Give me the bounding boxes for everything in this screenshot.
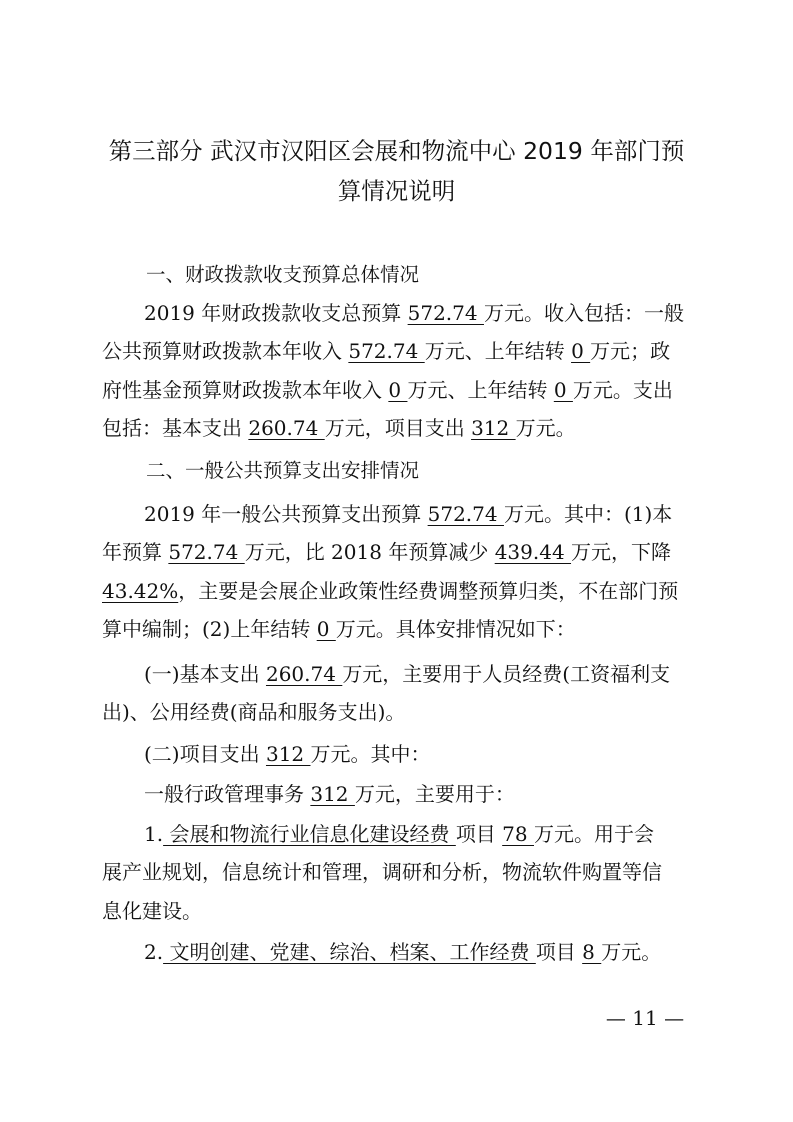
text-line: 算中编制；(2)上年结转 0 万元。具体安排情况如下： bbox=[102, 616, 576, 641]
text-line: 年预算 572.74 万元，比 2018 年预算减少 439.44 万元，下降 bbox=[102, 540, 672, 565]
budget-total-value: 572.74 bbox=[407, 301, 484, 325]
section-2-heading: 二、一般公共预算支出安排情况 bbox=[146, 459, 420, 482]
text-line: (二)项目支出 312 万元。其中： bbox=[144, 742, 431, 766]
admin-affairs-value: 312 bbox=[310, 782, 355, 806]
text-line: (一)基本支出 260.74 万元，主要用于人员经费(工资福利支 bbox=[144, 662, 671, 686]
page-title bbox=[90, 131, 703, 211]
text-line: 展产业规划，信息统计和管理，调研和分析，物流软件购置等信 bbox=[102, 860, 662, 885]
project-item-2-amount: 8 bbox=[582, 940, 602, 964]
text-line: 包括：基本支出 260.74 万元，项目支出 312 万元。 bbox=[102, 415, 576, 440]
section-1-heading: 一、财政拨款收支预算总体情况 bbox=[146, 263, 420, 286]
section-2-paragraph-2 bbox=[102, 655, 694, 732]
project-item-1 bbox=[102, 815, 694, 930]
decrease-value: 439.44 bbox=[494, 540, 572, 565]
text-line: 1. 会展和物流行业信息化建设经费 项目 78 万元。用于会 bbox=[144, 822, 654, 846]
basic-spending-value: 260.74 bbox=[265, 662, 343, 686]
section-1-paragraph bbox=[102, 294, 694, 447]
text-line: 息化建设。 bbox=[102, 898, 202, 923]
general-budget-total-value: 572.74 bbox=[427, 502, 504, 526]
section-2-paragraph-4 bbox=[102, 775, 694, 813]
section-2-paragraph-3 bbox=[102, 735, 694, 773]
general-carryover-value: 0 bbox=[316, 616, 336, 641]
text-line: 2019 年一般公共预算支出预算 572.74 万元。其中：(1)本 bbox=[144, 502, 673, 526]
text-line: 一般行政管理事务 312 万元，主要用于： bbox=[144, 782, 515, 806]
fund-carryover-value: 0 bbox=[553, 377, 573, 402]
decrease-percent-value: 43.42% bbox=[102, 578, 179, 603]
title-line-2: 算情况说明 bbox=[337, 177, 456, 205]
page-number: — 11 — bbox=[605, 1006, 685, 1030]
text-line: 公共预算财政拨款本年收入 572.74 万元、上年结转 0 万元；政 bbox=[102, 339, 671, 364]
text-line: 2019 年财政拨款收支总预算 572.74 万元。收入包括：一般 bbox=[144, 301, 684, 325]
fund-income-value: 0 bbox=[388, 377, 408, 402]
income-value: 572.74 bbox=[348, 339, 425, 364]
project-item-2-name: 文明创建、党建、综治、档案、工作经费 bbox=[163, 940, 536, 964]
text-line: 府性基金预算财政拨款本年收入 0 万元、上年结转 0 万元。支出 bbox=[102, 377, 673, 402]
project-item-1-name: 会展和物流行业信息化建设经费 bbox=[163, 822, 456, 846]
project-spending-value: 312 bbox=[265, 742, 311, 766]
project-item-1-amount: 78 bbox=[502, 822, 534, 846]
text-line: 2. 文明创建、党建、综治、档案、工作经费 项目 8 万元。 bbox=[144, 940, 662, 964]
project-item-2 bbox=[102, 933, 694, 971]
current-year-budget-value: 572.74 bbox=[168, 540, 245, 565]
title-line-1: 第三部分 武汉市汉阳区会展和物流中心 2019 年部门预 bbox=[108, 137, 685, 165]
text-line: 43.42%，主要是会展企业政策性经费调整预算归类，不在部门预 bbox=[102, 578, 679, 603]
text-line: 出)、公用经费(商品和服务支出)。 bbox=[102, 700, 406, 725]
section-2-paragraph-1 bbox=[102, 495, 694, 648]
basic-expenditure-value: 260.74 bbox=[248, 415, 325, 440]
project-expenditure-value: 312 bbox=[471, 415, 516, 440]
carryover-value: 0 bbox=[571, 339, 591, 364]
